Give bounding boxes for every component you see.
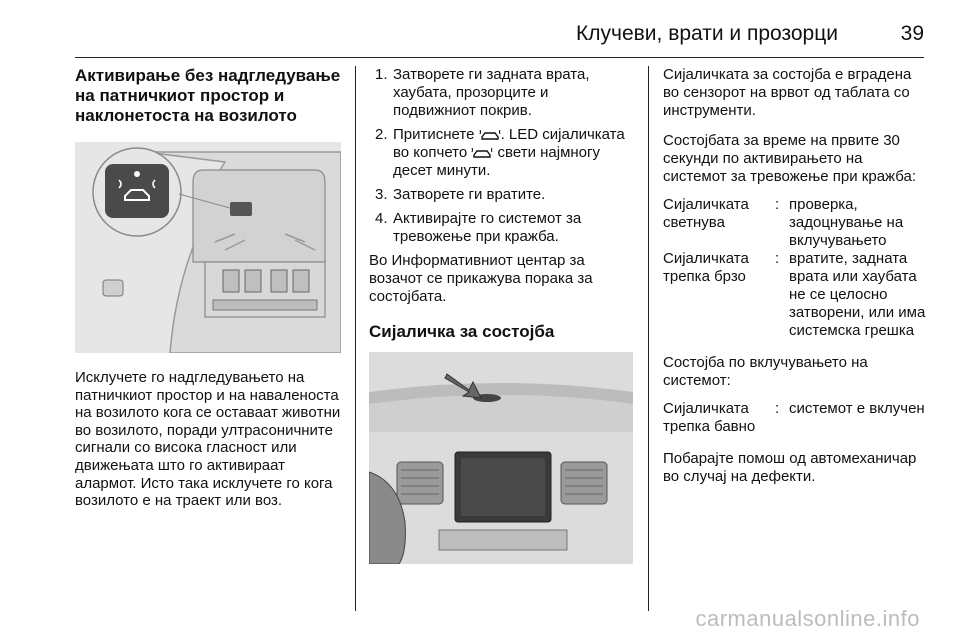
page-number: 39 [900, 22, 924, 45]
header-rule [75, 57, 924, 58]
column-divider [355, 66, 356, 611]
status-table [663, 196, 928, 340]
figure-dashboard [369, 352, 633, 564]
step-list [369, 66, 635, 246]
list-item: 3. Затворете ги вратите. [375, 186, 546, 203]
body-paragraph: Исклучете го надгледувањето на патничкиот простор и на навалeноста на возилото кога се оставаат живoтни во возилото, поради ултрасоничните сигнали со висока гласност или движењата што го активираат алармот. Исто така исклучете го кога возилото е на траект или воз. [75, 369, 341, 510]
overhead-console-illustration [75, 142, 341, 353]
list-item: 2. Притиснете . LED сијаличката во копчето свети најмногу десет минути. [375, 126, 625, 179]
body-paragraph: Во Информативниот центар за возачот се прикажува порака за состојбата. [369, 252, 593, 305]
table-row: Сијаличката трепка брзо : вратите, задната врата или хаубата не се целосно затворени, или има системска грешка [663, 250, 926, 339]
table-row: Сијаличката светнува : проверка, задоцнување на вклучувањето [663, 196, 904, 249]
status-table [663, 400, 928, 436]
column-left [75, 66, 343, 510]
column-divider [648, 66, 649, 611]
body-paragraph: Сијаличката за состојба е вградена во сензорот на врвот од таблата со инструменти. [663, 66, 912, 119]
watermark: carmanualsonline.info [695, 606, 920, 631]
page-header [0, 0, 960, 52]
figure-overhead-console [75, 142, 341, 353]
column-right [663, 66, 928, 486]
list-item: 1. Затворете ги задната врата, хаубата, прозорците и подвижниот покрив. [375, 66, 590, 119]
list-item: 4. Активирајте го системот за тревожење при кражба. [375, 210, 582, 245]
car-alarm-icon [479, 128, 501, 140]
table-row: Сијаличката трепка бавно : системот е вклучен [663, 400, 925, 435]
section-heading: Активирање без надгледување на патничкиот простор и наклонетоста на возилото [75, 66, 341, 125]
section-heading: Сијаличка за состојба [369, 322, 555, 341]
column-middle [369, 66, 635, 564]
body-paragraph: Состојба по вклучувањето на системот: [663, 354, 868, 389]
body-paragraph: Побарајте помош од автомеханичар во случај на дефекти. [663, 450, 917, 485]
dashboard-illustration [369, 352, 633, 564]
page-title: Клучеви, врати и прозорци [576, 22, 838, 45]
body-paragraph: Состојбата за време на првите 30 секунди по активирањето на системот за тревожење при кражба: [663, 132, 916, 185]
car-alarm-icon [471, 146, 493, 158]
